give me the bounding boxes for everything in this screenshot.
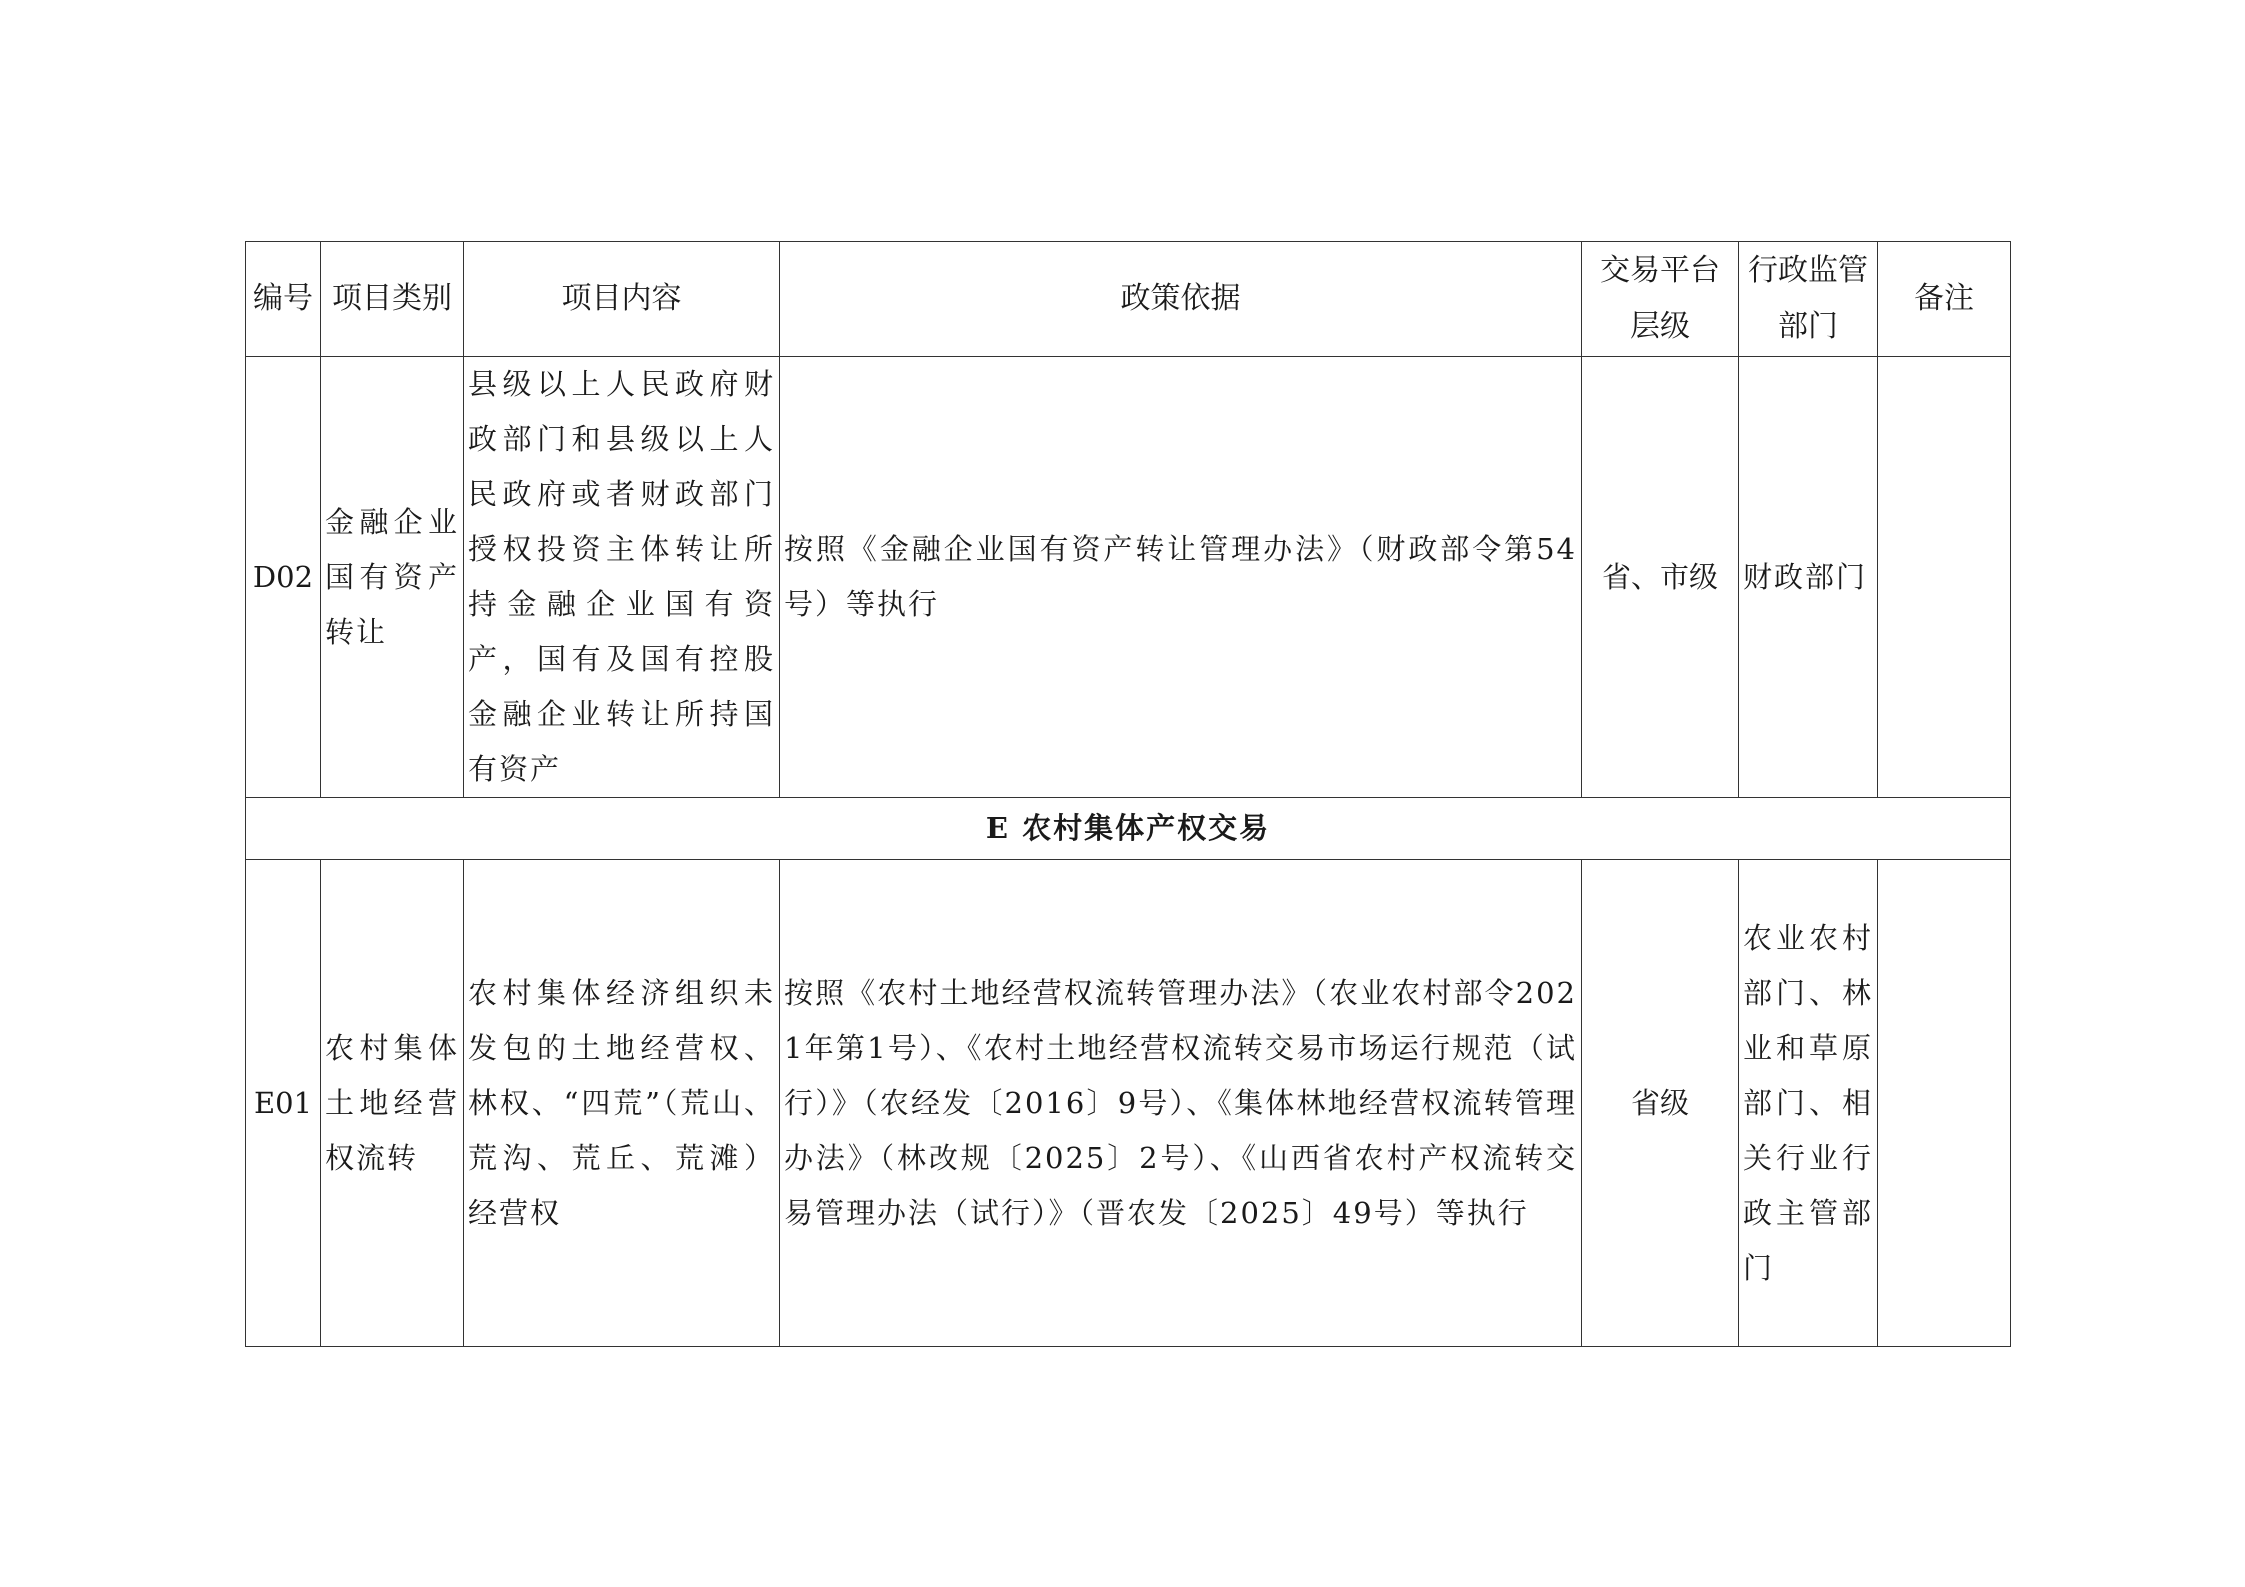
section-row <box>246 798 2011 860</box>
cell-authority: 农业农村部门、林业和草原部门、相关行业行政主管部门 <box>1739 860 1878 1347</box>
cell-content: 县级以上人民政府财政部门和县级以上人民政府或者财政部门授权投资主体转让所持金融企业国有资产，国有及国有控股金融企业转让所持国有资产 <box>464 357 780 798</box>
cell-category: 金融企业国有资产转让 <box>321 357 464 798</box>
header-authority: 行政监管部门 <box>1739 242 1878 357</box>
section-title: E 农村集体产权交易 <box>246 798 2011 860</box>
cell-platform-level: 省级 <box>1582 860 1739 1347</box>
cell-content: 农村集体经济组织未发包的土地经营权、林权、“四荒”（荒山、荒沟、荒丘、荒滩）经营权 <box>464 860 780 1347</box>
header-category: 项目类别 <box>321 242 464 357</box>
header-remarks: 备注 <box>1878 242 2011 357</box>
table-row <box>246 860 2011 1347</box>
table-row <box>246 357 2011 798</box>
cell-platform-level: 省、市级 <box>1582 357 1739 798</box>
cell-authority: 财政部门 <box>1739 357 1878 798</box>
header-platform-level: 交易平台层级 <box>1582 242 1739 357</box>
cell-policy: 按照《金融企业国有资产转让管理办法》（财政部令第54号）等执行 <box>780 357 1582 798</box>
policy-table <box>245 241 2011 1347</box>
table-header-row <box>246 242 2011 357</box>
header-policy: 政策依据 <box>780 242 1582 357</box>
cell-category: 农村集体土地经营权流转 <box>321 860 464 1347</box>
header-code: 编号 <box>246 242 321 357</box>
header-content: 项目内容 <box>464 242 780 357</box>
cell-code: D02 <box>246 357 321 798</box>
cell-remarks <box>1878 357 2011 798</box>
cell-policy: 按照《农村土地经营权流转管理办法》（农业农村部令2021年第1号）、《农村土地经营权流转交易市场运行规范（试行）》（农经发〔2016〕9号）、《集体林地经营权流转管理办法》（林改规〔2025〕2号）、《山西省农村产权流转交易管理办法（试行）》（晋农发〔2025〕49号）等执行 <box>780 860 1582 1347</box>
cell-code: E01 <box>246 860 321 1347</box>
cell-remarks <box>1878 860 2011 1347</box>
